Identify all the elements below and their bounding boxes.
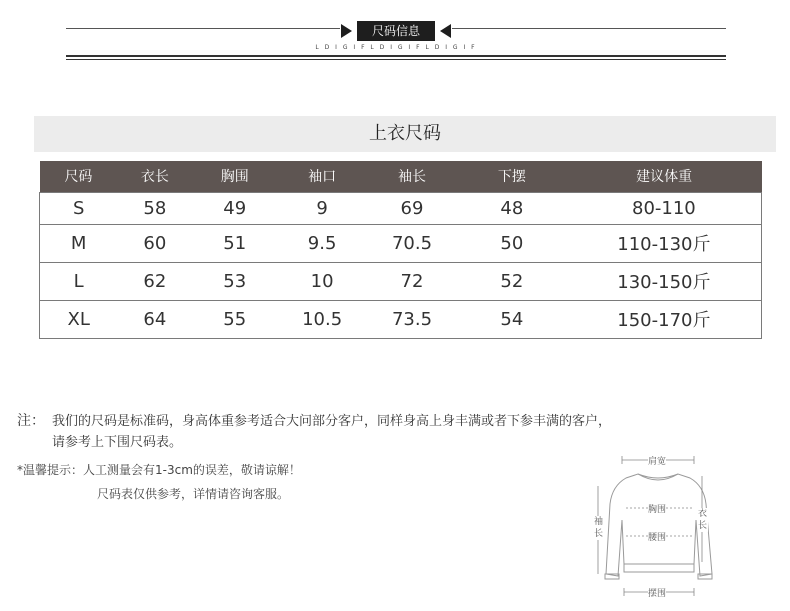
table-cell: 51 <box>192 224 277 262</box>
diagram-label-sleeve: 袖长 <box>594 517 604 539</box>
sweater-measurement-diagram <box>586 446 726 606</box>
header-bottom-rule-thin <box>66 59 726 60</box>
header-title: 尺码信息 <box>357 21 435 41</box>
note-line-1: 我们的尺码是标准码，身高体重参考适合大问部分客户，同样身高上身丰满或者下参丰满的客户， <box>52 414 612 429</box>
table-cell: 150-170斤 <box>567 300 762 338</box>
table-cell: 9.5 <box>277 224 367 262</box>
table-row <box>40 192 762 224</box>
table-row <box>40 224 762 262</box>
table-cell: 52 <box>457 262 567 300</box>
table-row <box>40 262 762 300</box>
table-cell: 110-130斤 <box>567 224 762 262</box>
diagram-label-hem: 摆围 <box>648 586 666 599</box>
table-cell: 60 <box>117 224 192 262</box>
header-bottom-rule <box>66 55 726 57</box>
table-cell: 64 <box>117 300 192 338</box>
header-cell-cuff: 袖口 <box>277 161 367 192</box>
table-cell: 48 <box>457 192 567 224</box>
table-cell: 55 <box>192 300 277 338</box>
diagram-label-shoulder: 肩宽 <box>648 454 666 467</box>
table-cell: 73.5 <box>367 300 457 338</box>
table-title: 上衣尺码 <box>34 116 776 152</box>
table-cell: 72 <box>367 262 457 300</box>
table-cell: 10.5 <box>277 300 367 338</box>
table-cell: 62 <box>117 262 192 300</box>
note-label: 注： <box>17 413 45 429</box>
header-cell-length: 衣长 <box>117 161 192 192</box>
table-cell: 80-110 <box>567 192 762 224</box>
size-table <box>39 161 762 339</box>
table-cell: S <box>40 192 118 224</box>
table-cell: 70.5 <box>367 224 457 262</box>
table-cell: XL <box>40 300 118 338</box>
table-cell: 49 <box>192 192 277 224</box>
note-line-2: 请参考上下围尺码表。 <box>52 435 183 450</box>
diagram-label-length: 衣长 <box>698 509 708 531</box>
header-cell-size: 尺码 <box>40 161 118 192</box>
table-cell: 130-150斤 <box>567 262 762 300</box>
table-cell: 9 <box>277 192 367 224</box>
diagram-label-chest: 胸围 <box>648 502 666 515</box>
header-cell-sleeve: 袖长 <box>367 161 457 192</box>
table-cell: 50 <box>457 224 567 262</box>
header-arrow-right-icon <box>440 24 451 38</box>
header-cell-weight: 建议体重 <box>567 161 762 192</box>
table-cell: M <box>40 224 118 262</box>
header-arrow-left-icon <box>341 24 352 38</box>
table-cell: 69 <box>367 192 457 224</box>
table-cell: 53 <box>192 262 277 300</box>
tip-line-1: *温馨提示：人工测量会有1-3cm的误差，敬请谅解！ <box>17 463 301 477</box>
table-header-row <box>40 161 762 192</box>
header-subtitle: L D I G I F L D I G I F L D I G I F <box>315 44 477 51</box>
table-cell: 58 <box>117 192 192 224</box>
tip-line-2: 尺码表仅供参考，详情请咨询客服。 <box>97 487 290 501</box>
table-row <box>40 300 762 338</box>
diagram-label-waist: 腰围 <box>648 530 666 543</box>
table-cell: L <box>40 262 118 300</box>
header-cell-hem: 下摆 <box>457 161 567 192</box>
table-cell: 54 <box>457 300 567 338</box>
table-cell: 10 <box>277 262 367 300</box>
header-cell-chest: 胸围 <box>192 161 277 192</box>
